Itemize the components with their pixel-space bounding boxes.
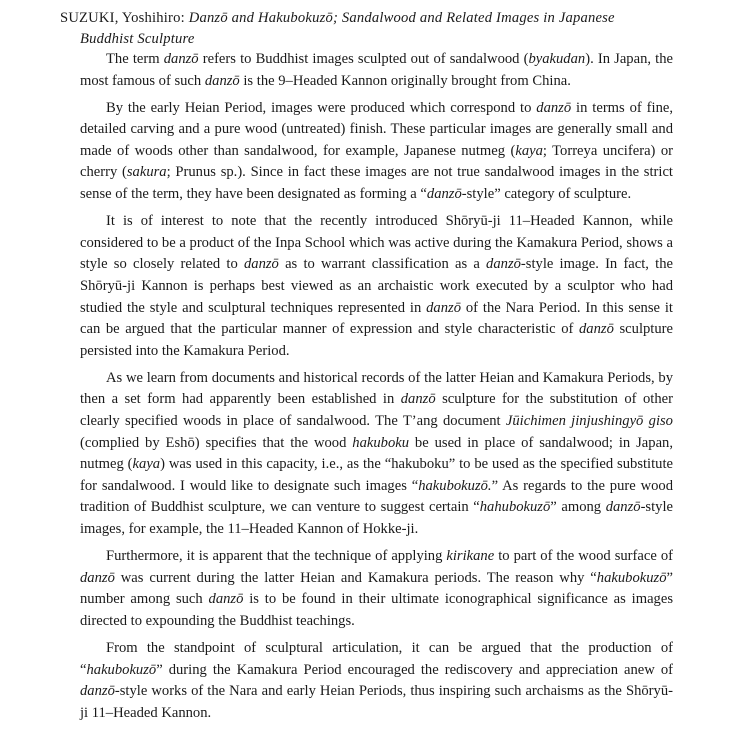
text-run: By the early Heian Period, images were produced which correspond to [106,99,537,116]
italic-term: kirikane [446,548,495,565]
italic-term: danzō [80,683,115,700]
italic-term: danzō [163,51,199,67]
text-run: to part of the wood surface of [494,548,673,565]
text-run: ; Prunus sp.). Since in fact these images are not true sandalwood images in the strict sense of the term, they have been designated as forming a “ [80,164,673,203]
italic-term: hahubokuzō [479,499,551,516]
text-run: -style works of the Nara and early Heian Periods, thus inspiring such archaisms as the Shōryū-ji 11–Headed Kannon. [80,683,673,721]
text-run: -style images, for example, the 11–Headed Kannon of Hokke-ji. [80,499,673,537]
italic-term: danzō [204,72,240,89]
text-run: sculpture for the substitution of other clearly specified woods in place of sandalwood. The T’ang document [80,391,673,429]
text-run: be used in place of sandalwood; in Japan, nutmeg ( [80,434,674,473]
article-title-line-1: Danzō and Hakubokuzō; Sandalwood and Related Images in Japanese [188,10,615,26]
text-run: ” As regards to the pure wood tradition of Buddhist sculpture, we can venture to suggest certain “ [80,477,673,516]
paragraph-4 [80,368,673,541]
italic-term: danzō [426,299,461,316]
text-run: The term [106,51,164,67]
italic-term: sakura [126,164,167,181]
paragraph-2 [80,98,673,206]
text-run: sculpture persisted into the Kamakura Period. [80,321,673,359]
text-run: ” among [550,499,606,516]
text-run: Furthermore, it is apparent that the technique of applying [106,548,447,565]
text-run: ; Torreya uncifera) or cherry ( [80,142,673,181]
text-run: is the 9–Headed Kannon originally brought from China. [239,72,571,89]
italic-term: hakubokuzō. [418,477,492,494]
text-run: ” number among such [80,569,673,608]
italic-term: kaya [132,456,161,473]
text-run: -style image. In fact, the Shōryū-ji Kannon is perhaps best viewed as an archaistic work executed by a sculptor who had studied the style and sculptural techniques represented in [80,256,673,316]
italic-term: danzō [579,321,614,338]
text-run: It is of interest to note that the recently introduced Shōryū-ji 11–Headed Kannon, while considered to be a product of the Inpa School which was active during the Kamakura Period, shows a style so closely related to [80,213,673,273]
article-body [80,49,673,730]
text-run: ) was used in this capacity, i.e., as the “hakuboku” to be used as the specified substitute for sandalwood. I would like to designate such images “ [80,456,673,494]
italic-term: danzō [208,591,244,608]
text-run: ). In Japan, the most famous of such [80,51,673,89]
article-heading [60,8,700,50]
italic-term: byakudan [528,51,586,67]
paragraph-1 [80,49,673,92]
italic-term: danzō [426,186,462,203]
paragraph-3 [80,211,673,362]
italic-term: danzō [243,256,279,273]
italic-term: danzō [80,569,115,586]
italic-term: kaya [515,142,543,159]
paragraph-6 [80,638,673,724]
italic-term: hakubokuzō [86,661,157,678]
italic-term: danzō [536,99,572,116]
author-name: SUZUKI, Yoshihiro: [60,10,185,26]
text-run: -style” category of sculpture. [461,186,632,203]
italic-term: hakubokuzō [596,569,667,586]
italic-term: danzō [605,499,641,516]
text-run: From the standpoint of sculptural articulation, it can be argued that the production of “ [80,639,673,678]
text-run: refers to Buddhist images sculpted out of sandalwood ( [198,51,529,67]
text-run: is to be found in their ultimate iconographical significance as images directed to expounding the Buddhist teachings. [80,591,674,629]
article-title-line-2: Buddhist Sculpture [80,31,195,47]
text-run: As we learn from documents and historical records of the latter Heian and Kamakura Periods, by then a set form had apparently been established in [80,369,673,408]
italic-term: Jūichimen jinjushingyō giso [505,413,673,429]
italic-term: hakuboku [352,434,410,451]
italic-term: danzō [486,256,521,273]
text-run: (complied by Eshō) specifies that the wood [80,434,353,451]
text-run: in terms of fine, detailed carving and a pure wood (untreated) finish. These particular images are generally small and made of woods other than sandalwood, for example, Japanese nutmeg ( [80,99,673,159]
text-run: ” during the Kamakura Period encouraged the rediscovery and appreciation anew of [156,661,673,678]
text-run: was current during the latter Heian and Kamakura periods. The reason why “ [114,569,597,586]
text-run: of the Nara Period. In this sense it can be argued that the particular manner of expression and style characteristic of [80,299,673,338]
text-run: as to warrant classification as a [278,256,487,273]
paragraph-5 [80,546,673,632]
italic-term: danzō [400,391,436,408]
